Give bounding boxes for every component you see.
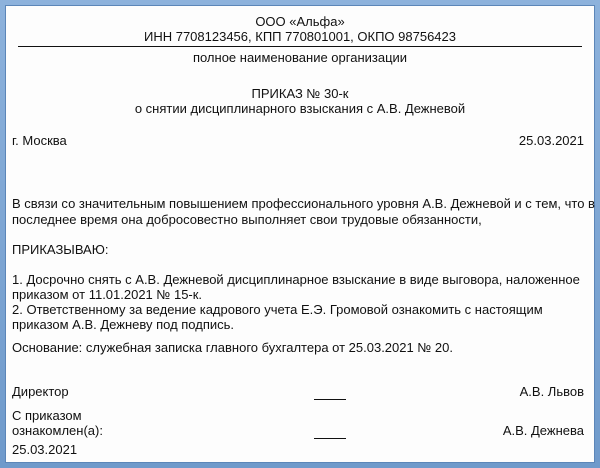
order-title: ПРИКАЗ № 30-к [251,86,349,101]
org-caption: полное наименование организации [192,50,408,65]
order-document [5,5,595,463]
ack-label-line-1: С приказом [12,408,82,423]
item-2-line-1: 2. Ответственному за ведение кадрового учета Е.Э. Громовой ознакомить с настоящим [12,302,543,317]
ack-date: 25.03.2021 [12,442,78,457]
order-date: 25.03.2021 [518,133,584,148]
director-name: А.В. Львов [519,384,584,399]
basis: Основание: служебная записка главного бухгалтера от 25.03.2021 № 20. [12,340,453,355]
order-subject: о снятии дисциплинарного взыскания с А.В. Дежневой [134,101,466,116]
city: г. Москва [12,133,67,148]
org-name: ООО «Альфа» [255,14,345,29]
header-underline [18,46,582,47]
item-2-line-2: приказом А.В. Дежневу под подпись. [12,317,235,332]
ack-name: А.В. Дежнева [502,423,584,438]
org-ids: ИНН 7708123456, КПП 770801001, ОКПО 98756423 [143,29,456,44]
ack-signature-line [314,438,346,439]
order-word: ПРИКАЗЫВАЮ: [12,242,109,257]
item-1-line-2: приказом от 11.01.2021 № 15-к. [12,287,203,302]
ack-label-line-2: ознакомлен(а): [12,423,103,438]
preamble-line-1: В связи со значительным повышением профессионального уровня А.В. Дежневой и с тем, что в [12,196,595,211]
item-1-line-1: 1. Досрочно снять с А.В. Дежневой дисциплинарное взыскание в виде выговора, наложенное [12,272,580,287]
preamble-line-2: последнее время она добросовестно выполняет свои трудовые обязанности, [12,212,482,227]
director-label: Директор [12,384,69,399]
director-signature-line [314,399,346,400]
